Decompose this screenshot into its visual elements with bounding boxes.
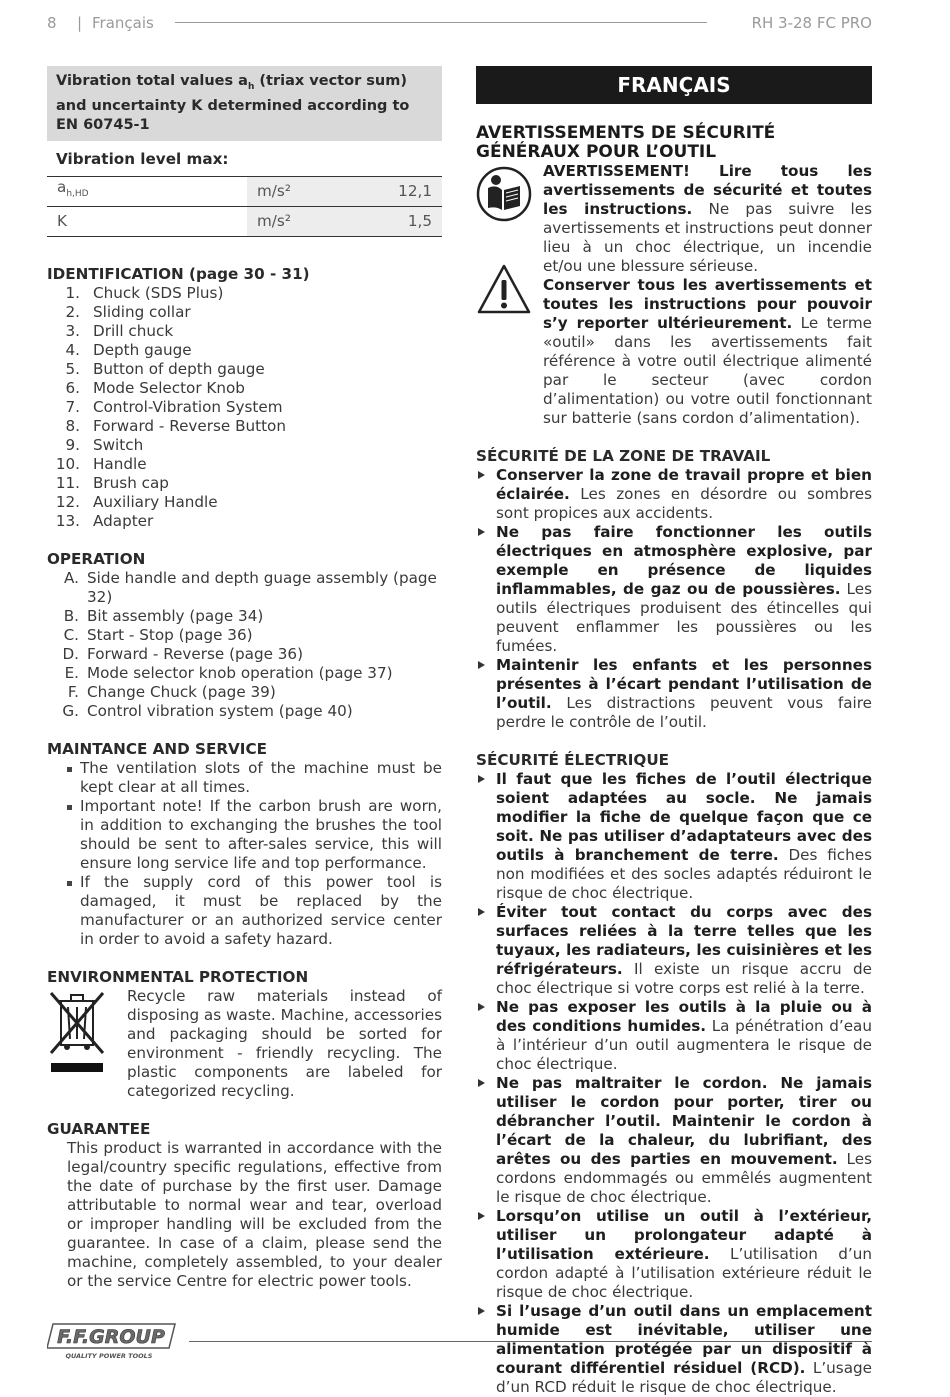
vibration-level-title: Vibration level max:	[56, 149, 229, 168]
list-item-bold: Il faut que les fiches de l’outil électrique soient adaptées au socle. Ne jamais modifier la fiche de quelque façon que ce soit. Ne pas utiliser d’adaptateurs avec des outils à branchement de terre.	[496, 770, 872, 864]
weee-crossed-bin-icon	[47, 989, 107, 1075]
list-item-text: Brush cap	[93, 473, 169, 492]
list-item-text: Auxiliary Handle	[93, 492, 218, 511]
work-area-list	[476, 466, 872, 732]
table-row	[47, 176, 442, 206]
list-item	[47, 398, 442, 417]
list-item: The ventilation slots of the machine must be kept clear at all times.	[47, 759, 442, 797]
language-title-bar: FRANÇAIS	[476, 66, 872, 104]
list-item-text: Les outils électriques produisent des étincelles qui peuvent enflammer les poussières ou les fumées.	[496, 580, 872, 655]
warning-triangle-icon	[476, 262, 532, 318]
svg-text:F.F.GROUP: F.F.GROUP	[57, 1326, 165, 1348]
list-item-bold: Éviter tout contact du corps avec des surfaces reliées à la terre telles que les tuyaux, les radiateurs, les cuisinières et les réfrigérateurs.	[496, 903, 872, 978]
list-item-text: Mode Selector Knob	[93, 378, 245, 397]
list-item-text: Depth gauge	[93, 340, 192, 359]
list-item-number: 13.	[55, 511, 80, 530]
right-column	[476, 66, 872, 1397]
list-item	[47, 626, 442, 645]
header-language: Français	[92, 14, 154, 32]
list-item-bold: Maintenir les enfants et les personnes présentes à l’écart pendant l’utilisation de l’outil.	[496, 656, 872, 712]
list-item-number: G.	[62, 701, 79, 720]
list-item-bold: Si l’usage d’un outil dans un emplacement humide est inévitable, utiliser une alimentation protégée par un dispositif à courant différentiel résiduel (RCD).	[496, 1302, 872, 1377]
list-item-number: B.	[63, 606, 79, 625]
list-item-text: Les distractions peuvent vous faire perdre le contrôle de l’outil.	[496, 694, 872, 731]
list-item	[47, 512, 442, 531]
table-cell-unit: m/s²	[247, 176, 327, 206]
operation-list	[47, 569, 442, 721]
list-item-text: Handle	[93, 454, 147, 473]
left-column	[47, 66, 442, 1291]
list-item-number: 9.	[65, 435, 80, 454]
list-item-number: F.	[67, 682, 79, 701]
list-item	[47, 417, 442, 436]
list-item-text: Control vibration system (page 40)	[87, 701, 353, 720]
list-item-text: Control-Vibration System	[93, 397, 283, 416]
list-item-text: Side handle and depth guage assembly (page 32)	[87, 568, 437, 606]
list-item-text: Les cordons endommagés ou emmêlés augmentent le risque de choc électrique.	[496, 1150, 873, 1206]
list-item	[47, 436, 442, 455]
list-item-text: Start - Stop (page 36)	[87, 625, 253, 644]
list-item-bold: Lorsqu’on utilise un outil à l’extérieur, utiliser un prolongateur adapté à l’utilisation extérieure.	[496, 1207, 872, 1263]
environment-text: Recycle raw materials instead of disposing as waste. Machine, accessories and packaging should be sorted for environment - friendly recycling. The plastic components are labeled for categorized recycling.	[127, 986, 442, 1100]
list-item-number: 5.	[65, 359, 80, 378]
list-item	[476, 770, 872, 903]
list-item-text: Mode selector knob operation (page 37)	[87, 663, 393, 682]
list-item	[476, 656, 872, 732]
list-item	[47, 569, 442, 607]
warning-block-2	[476, 276, 872, 428]
work-area-title: SÉCURITÉ DE LA ZONE DE TRAVAIL	[476, 447, 771, 465]
list-item	[47, 303, 442, 322]
list-item	[47, 702, 442, 721]
list-item-number: 10.	[55, 454, 80, 473]
maintenance-list	[47, 759, 442, 949]
list-item	[476, 1074, 872, 1207]
svg-text:QUALITY POWER TOOLS: QUALITY POWER TOOLS	[65, 1352, 153, 1360]
list-item	[47, 455, 442, 474]
list-item-text: Il existe un risque accru de choc électrique si votre corps est relié à la terre.	[496, 960, 872, 997]
operation-title: OPERATION	[47, 549, 146, 568]
ffgroup-logo	[47, 1322, 177, 1360]
maintenance-title: MAINTANCE AND SERVICE	[47, 739, 267, 758]
read-manual-icon	[476, 166, 532, 222]
electrical-title: SÉCURITÉ ÉLECTRIQUE	[476, 751, 670, 769]
identification-title: IDENTIFICATION (page 30 - 31)	[47, 264, 310, 283]
list-item-text: Des fiches non modifiées et des socles adaptés réduiront le risque de choc électrique.	[496, 846, 872, 902]
list-item-bold: Ne pas faire fonctionner les outils électriques en atmosphère explosive, par exemple en présence de liquides inflammables, de gaz ou de poussières.	[496, 523, 872, 598]
warning-block-1	[476, 162, 872, 276]
list-item-bold: Ne pas maltraiter le cordon. Ne jamais utiliser le cordon pour porter, tirer ou débrancher l’outil. Maintenir le cordon à l’écart de la chaleur, du lubrifiant, des arêtes ou des parties en mouvement.	[496, 1074, 872, 1168]
list-item-text: Forward - Reverse (page 36)	[87, 644, 304, 663]
list-item	[47, 683, 442, 702]
warning-text-1: AVERTISSEMENT! Lire tous les avertissements de sécurité et toutes les instructions. Ne pas suivre les avertissements et instructions peut donner lieu à un choc électrique, un incendie et/ou une blessure sérieuse.	[543, 162, 872, 275]
list-item-number: D.	[62, 644, 79, 663]
footer-rule	[189, 1341, 872, 1342]
list-item-number: 3.	[65, 321, 80, 340]
list-item-number: 8.	[65, 416, 80, 435]
list-item: If the supply cord of this power tool is damaged, it must be replaced by the manufacturer or an authorized service center in order to avoid a safety hazard.	[47, 873, 442, 949]
vibration-table	[47, 176, 442, 237]
table-cell-value: 1,5	[327, 206, 442, 236]
list-item	[47, 474, 442, 493]
list-item-text: Les zones en désordre ou sombres sont propices aux accidents.	[496, 485, 872, 522]
list-item	[47, 284, 442, 303]
table-cell-label: $a_{h,HD}$	[47, 176, 247, 206]
guarantee-title: GUARANTEE	[47, 1119, 151, 1138]
list-item	[47, 379, 442, 398]
list-item-number: 4.	[65, 340, 80, 359]
list-item-number: 7.	[65, 397, 80, 416]
list-item-text: L’utilisation d’un cordon adapté à l’utilisation extérieure réduit le risque de choc électrique.	[496, 1245, 872, 1301]
list-item-number: A.	[64, 568, 79, 587]
list-item-text: Bit assembly (page 34)	[87, 606, 264, 625]
list-item-number: 2.	[65, 302, 80, 321]
header-model: RH 3-28 FC PRO	[751, 14, 872, 32]
warning-text-2: Conserver tous les avertissements et toutes les instructions pour pouvoir s’y reporter ultérieurement. Le terme «outil» dans les avertissements fait référence à votre outil électrique alimenté par le secteur (avec cordon d’alimentation) ou votre outil fonctionnant sur batterie (sans cordon d’alimentation).	[543, 276, 872, 427]
list-item-number: 12.	[55, 492, 80, 511]
identification-list	[47, 284, 442, 531]
list-item	[476, 903, 872, 998]
page-footer	[47, 1322, 872, 1360]
list-item-number: 11.	[55, 473, 80, 492]
list-item	[47, 360, 442, 379]
list-item	[476, 1207, 872, 1302]
list-item	[47, 341, 442, 360]
vibration-box: Vibration total values $a_h$ (triax vector sum) and uncertainty K determined according to EN 60745-1	[47, 66, 442, 141]
page-number: 8	[47, 14, 57, 32]
list-item-number: E.	[64, 663, 79, 682]
list-item-text: Sliding collar	[93, 302, 191, 321]
list-item-bold: Conserver la zone de travail propre et bien éclairée.	[496, 466, 872, 503]
environment-block	[47, 987, 442, 1101]
electrical-list	[476, 770, 872, 1397]
list-item-number: 6.	[65, 378, 80, 397]
list-item-number: 1.	[65, 283, 80, 302]
environment-title: ENVIRONMENTAL PROTECTION	[47, 967, 309, 986]
list-item-text: Forward - Reverse Button	[93, 416, 286, 435]
list-item	[47, 664, 442, 683]
list-item	[47, 645, 442, 664]
guarantee-text: This product is warranted in accordance with the legal/country specific regulations, effective from the date of purchase by the first user. Damage attributable to normal wear and tear, overload or improper handling will be excluded from the guarantee. In case of a claim, please send the machine, completely assembled, to your dealer or the service Centre for electric power tools.	[67, 1138, 442, 1290]
page-header	[47, 14, 872, 34]
list-item-text: Switch	[93, 435, 144, 454]
list-item-text: Drill chuck	[93, 321, 174, 340]
list-item-bold: Ne pas exposer les outils à la pluie ou à des conditions humides.	[496, 998, 872, 1035]
general-warnings-title: AVERTISSEMENTS DE SÉCURITÉ GÉNÉRAUX POUR L’OUTIL	[476, 123, 776, 162]
header-separator: |	[77, 14, 83, 32]
list-item	[476, 998, 872, 1074]
list-item-text: Adapter	[93, 511, 154, 530]
list-item-text: La pénétration d’eau à l’intérieur d’un outil augmentera le risque de choc électrique.	[496, 1017, 872, 1073]
list-item	[47, 322, 442, 341]
table-row	[47, 206, 442, 236]
list-item-text: Change Chuck (page 39)	[87, 682, 276, 701]
list-item-number: C.	[63, 625, 79, 644]
list-item-text: Button of depth gauge	[93, 359, 265, 378]
list-item-text: L’usage d’un RCD réduit le risque de choc électrique.	[496, 1359, 872, 1396]
list-item	[47, 607, 442, 626]
table-cell-value: 12,1	[327, 176, 442, 206]
list-item-text: Chuck (SDS Plus)	[93, 283, 224, 302]
list-item: Important note! If the carbon brush are worn, in addition to exchanging the brushes the tool should be sent to after-sales service, this will ensure long service life and top performance.	[47, 797, 442, 873]
list-item	[476, 523, 872, 656]
header-rule	[175, 22, 707, 23]
table-cell-label: K	[47, 206, 247, 236]
list-item	[47, 493, 442, 512]
list-item	[476, 466, 872, 523]
table-cell-unit: m/s²	[247, 206, 327, 236]
